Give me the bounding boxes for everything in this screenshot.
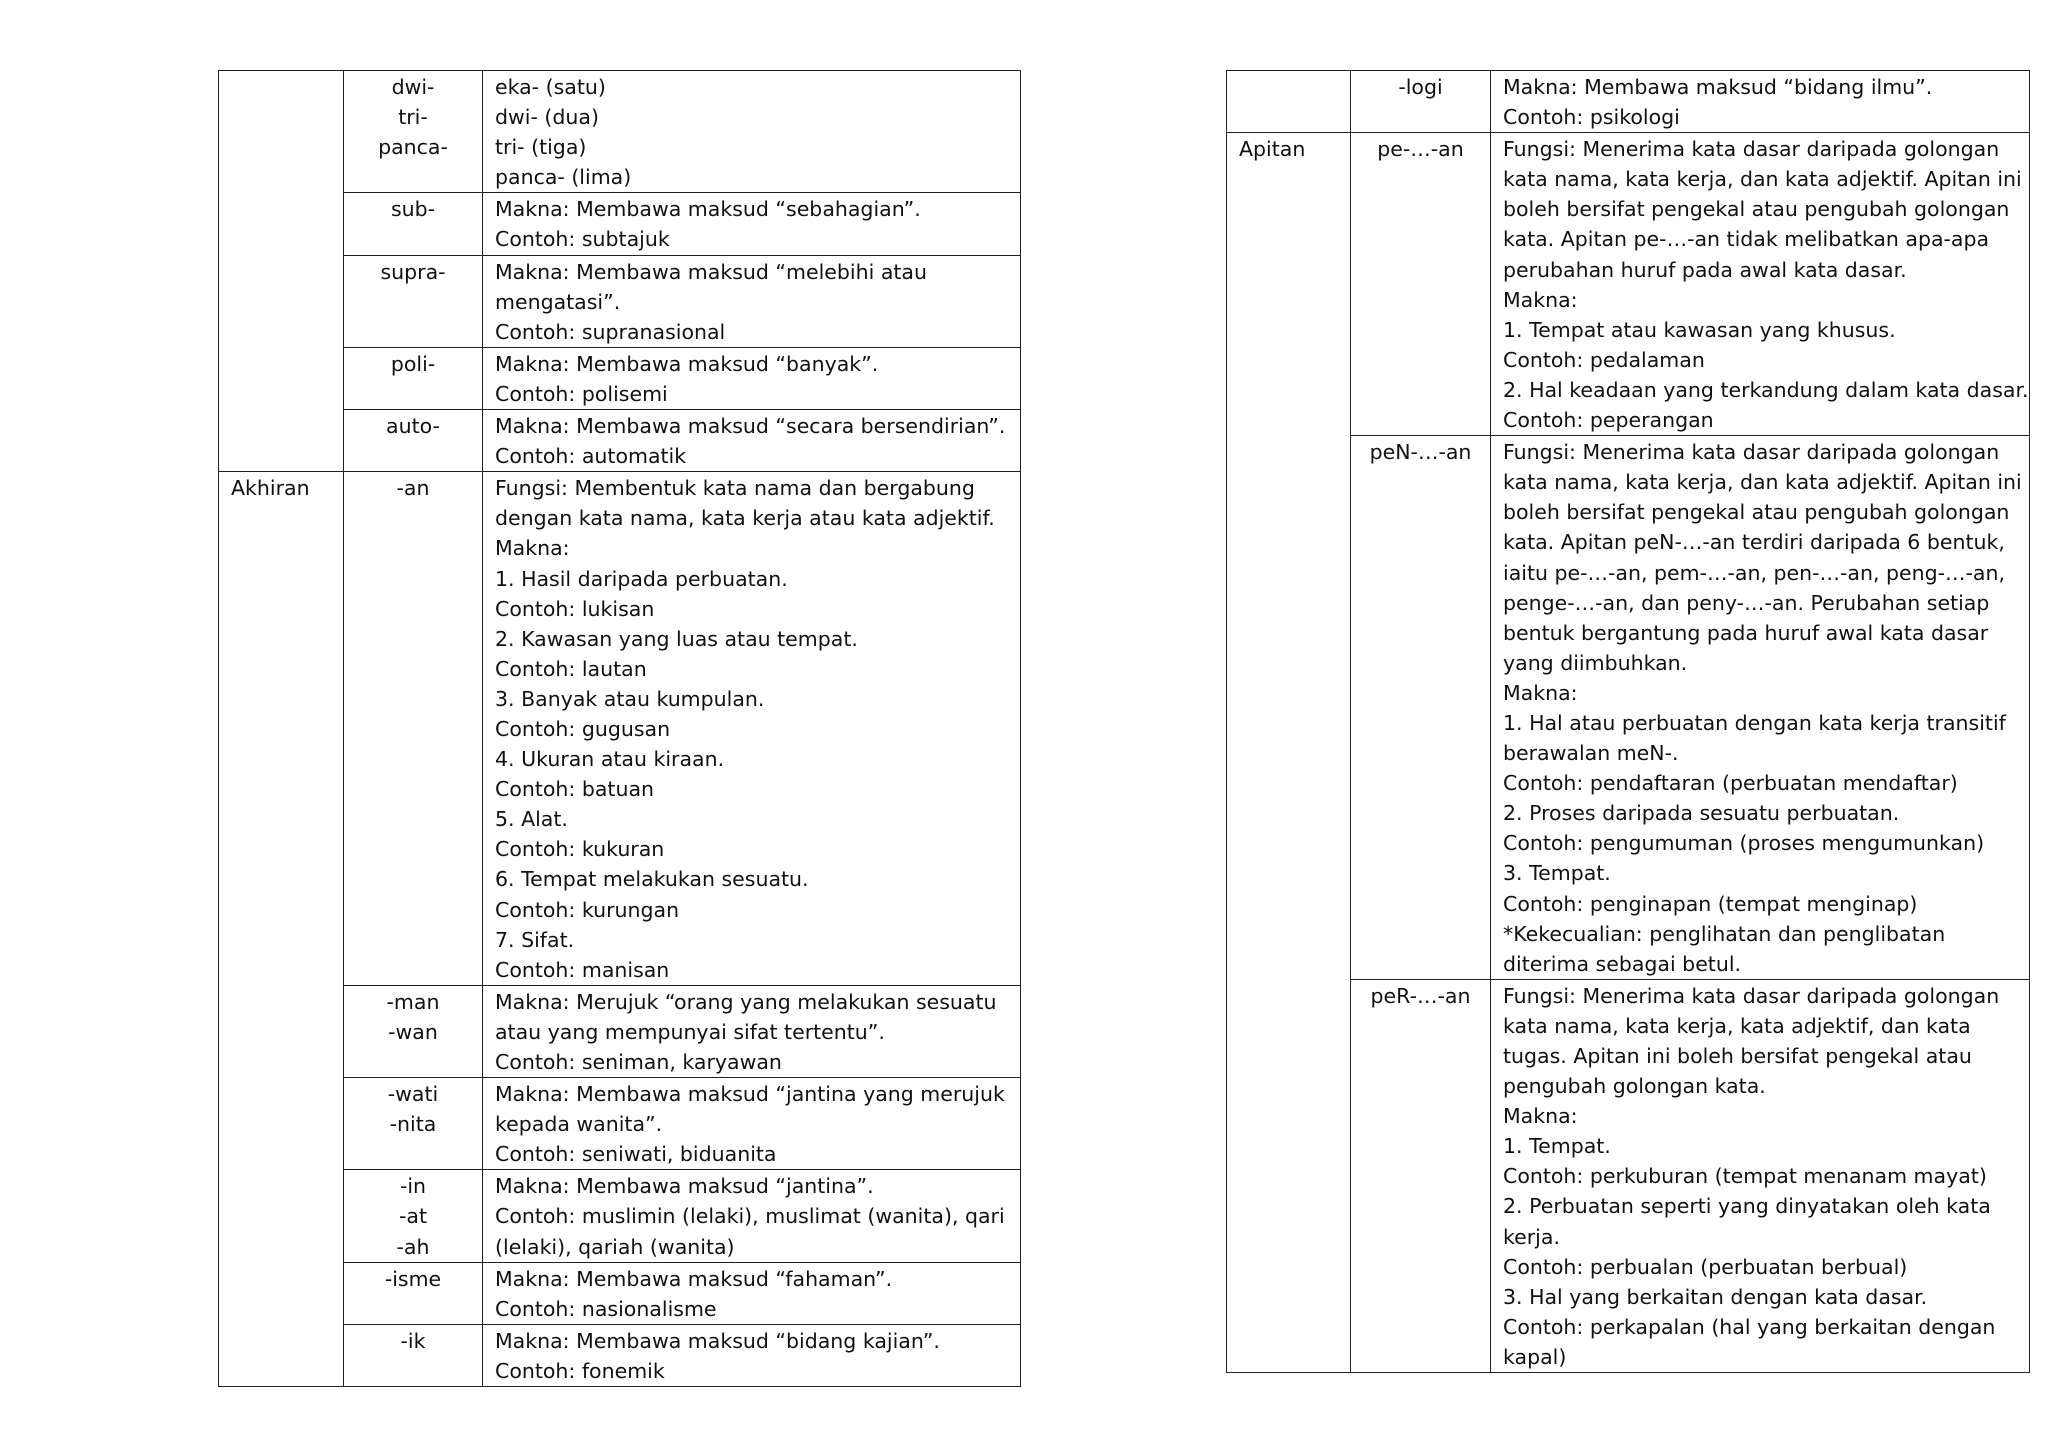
description-cell bbox=[483, 1262, 1021, 1324]
description-line: Contoh: seniwati, biduanita bbox=[495, 1142, 777, 1167]
description-line: tri- (tiga) bbox=[495, 135, 587, 160]
description-line: Contoh: gugusan bbox=[495, 716, 671, 741]
affix-cell bbox=[1351, 133, 1491, 436]
description-line: perubahan huruf pada awal kata dasar. bbox=[1503, 257, 1907, 282]
description-line: Fungsi: Menerima kata dasar daripada golongan bbox=[1503, 440, 2000, 465]
affix-label: auto- bbox=[386, 414, 440, 439]
affix-cell bbox=[344, 255, 483, 347]
affix-cell bbox=[344, 193, 483, 255]
description-line: Fungsi: Menerima kata dasar daripada golongan bbox=[1503, 983, 2000, 1008]
description-line: 3. Hal yang berkaitan dengan kata dasar. bbox=[1503, 1284, 1928, 1309]
description-line: 1. Hasil daripada perbuatan. bbox=[495, 566, 788, 591]
description-line: Fungsi: Menerima kata dasar daripada golongan bbox=[1503, 137, 2000, 162]
description-line: Makna: Membawa maksud “sebahagian”. bbox=[495, 197, 921, 222]
description-line: boleh bersifat pengekal atau pengubah golongan bbox=[1503, 500, 2010, 525]
category-cell bbox=[1227, 133, 1351, 1373]
description-line: pengubah golongan kata. bbox=[1503, 1074, 1766, 1099]
description-line: Contoh: pedalaman bbox=[1503, 347, 1705, 372]
table-row bbox=[1227, 71, 2030, 133]
left-table-body bbox=[219, 71, 1021, 1387]
description-line: Contoh: muslimin (lelaki), muslimat (wanita), qari bbox=[495, 1204, 1005, 1229]
description-line: dengan kata nama, kata kerja atau kata adjektif. bbox=[495, 506, 995, 531]
description-line: 4. Ukuran atau kiraan. bbox=[495, 747, 725, 772]
description-line: panca- (lima) bbox=[495, 165, 632, 190]
description-line: Contoh: kukuran bbox=[495, 837, 665, 862]
description-cell bbox=[483, 410, 1021, 472]
affix-label: tri- bbox=[398, 105, 428, 130]
description-line: Makna: Merujuk “orang yang melakukan sesuatu bbox=[495, 989, 997, 1014]
description-line: diterima sebagai betul. bbox=[1503, 951, 1742, 976]
description-line: Contoh: kurungan bbox=[495, 897, 680, 922]
description-cell bbox=[483, 347, 1021, 409]
description-line: (lelaki), qariah (wanita) bbox=[495, 1234, 735, 1259]
description-line: eka- (satu) bbox=[495, 75, 606, 99]
table-row bbox=[219, 472, 1021, 986]
affix-cell bbox=[1351, 979, 1491, 1372]
description-line: kerja. bbox=[1503, 1224, 1560, 1249]
description-line: kata. Apitan peN-…-an terdiri daripada 6 bentuk, bbox=[1503, 530, 2005, 555]
description-line: iaitu pe-…-an, pem-…-an, pen-…-an, peng-…-an, bbox=[1503, 560, 2005, 585]
description-line: kata nama, kata kerja, dan kata adjektif. Apitan ini bbox=[1503, 167, 2022, 192]
description-cell bbox=[1491, 71, 2030, 133]
description-line: 2. Kawasan yang luas atau tempat. bbox=[495, 626, 858, 651]
affix-label: sub- bbox=[390, 197, 436, 222]
description-line: 1. Hal atau perbuatan dengan kata kerja transitif bbox=[1503, 710, 2006, 735]
description-line: Contoh: fonemik bbox=[495, 1358, 665, 1383]
description-line: Fungsi: Membentuk kata nama dan bergabung bbox=[495, 476, 975, 501]
category-cell bbox=[219, 472, 344, 1387]
description-cell bbox=[483, 71, 1021, 193]
description-line: bentuk bergantung pada huruf awal kata dasar bbox=[1503, 620, 1989, 645]
description-line: Contoh: seniman, karyawan bbox=[495, 1050, 782, 1074]
description-cell bbox=[1491, 133, 2030, 436]
description-line: Contoh: perkuburan (tempat menanam mayat) bbox=[1503, 1164, 1987, 1189]
affix-label: -ik bbox=[400, 1328, 426, 1353]
description-line: boleh bersifat pengekal atau pengubah golongan bbox=[1503, 197, 2010, 222]
description-line: kata. Apitan pe-…-an tidak melibatkan apa-apa bbox=[1503, 227, 1990, 252]
affix-cell bbox=[344, 1262, 483, 1324]
affix-label: -an bbox=[396, 476, 430, 501]
affix-cell bbox=[344, 1324, 483, 1386]
description-line: 6. Tempat melakukan sesuatu. bbox=[495, 867, 809, 892]
description-cell bbox=[483, 472, 1021, 986]
description-line: Contoh: perbualan (perbuatan berbual) bbox=[1503, 1254, 1908, 1279]
table-row bbox=[1227, 133, 2030, 436]
description-line: Contoh: pendaftaran (perbuatan mendaftar) bbox=[1503, 771, 1958, 796]
description-line: 2. Perbuatan seperti yang dinyatakan oleh kata bbox=[1503, 1194, 1991, 1219]
description-cell bbox=[483, 193, 1021, 255]
affix-label: -wan bbox=[388, 1019, 438, 1044]
description-line: 1. Tempat atau kawasan yang khusus. bbox=[1503, 317, 1896, 342]
description-line: 3. Banyak atau kumpulan. bbox=[495, 686, 765, 711]
description-line: Makna: bbox=[1503, 287, 1578, 312]
affix-label: supra- bbox=[380, 259, 446, 284]
description-line: Contoh: manisan bbox=[495, 957, 670, 982]
affix-label: pe-…-an bbox=[1377, 137, 1464, 162]
description-line: Contoh: subtajuk bbox=[495, 227, 670, 252]
description-line: Makna: bbox=[495, 536, 570, 561]
category-cell bbox=[219, 71, 344, 472]
description-line: yang diimbuhkan. bbox=[1503, 650, 1688, 675]
description-line: dwi- (dua) bbox=[495, 105, 599, 130]
affix-cell bbox=[344, 347, 483, 409]
description-cell bbox=[483, 255, 1021, 347]
description-line: Contoh: perkapalan (hal yang berkaitan dengan bbox=[1503, 1314, 1996, 1339]
description-line: Contoh: psikologi bbox=[1503, 105, 1680, 130]
affix-cell bbox=[344, 71, 483, 193]
table-row bbox=[219, 71, 1021, 193]
description-line: Contoh: polisemi bbox=[495, 381, 668, 406]
description-line: Contoh: batuan bbox=[495, 777, 655, 802]
description-line: 2. Proses daripada sesuatu perbuatan. bbox=[1503, 801, 1900, 826]
affix-label: dwi- bbox=[391, 75, 435, 99]
description-line: 5. Alat. bbox=[495, 807, 568, 832]
description-line: Makna: Membawa maksud “secara bersendirian”. bbox=[495, 414, 1006, 439]
affix-label: -man bbox=[386, 989, 440, 1014]
description-cell bbox=[483, 1170, 1021, 1262]
category-cell bbox=[1227, 71, 1351, 133]
description-line: Makna: bbox=[1503, 1104, 1578, 1129]
description-line: Makna: Membawa maksud “melebihi atau bbox=[495, 259, 927, 284]
affix-cell bbox=[344, 472, 483, 986]
description-line: *Kekecualian: penglihatan dan penglibatan bbox=[1503, 921, 1946, 946]
affix-cell bbox=[344, 410, 483, 472]
affix-label: peR-…-an bbox=[1370, 983, 1471, 1008]
description-cell bbox=[1491, 436, 2030, 980]
description-line: Contoh: pengumuman (proses mengumunkan) bbox=[1503, 831, 1985, 856]
left-affix-table bbox=[218, 70, 1021, 1387]
category-label bbox=[1239, 72, 1350, 102]
description-line: Contoh: automatik bbox=[495, 444, 687, 469]
description-line: Contoh: peperangan bbox=[1503, 408, 1714, 433]
description-cell bbox=[483, 985, 1021, 1077]
right-table-body bbox=[1227, 71, 2030, 1373]
category-label: Akhiran bbox=[231, 476, 310, 501]
description-cell bbox=[483, 1078, 1021, 1170]
category-label: Apitan bbox=[1239, 137, 1306, 162]
description-line: berawalan meN-. bbox=[1503, 741, 1679, 766]
affix-cell bbox=[1351, 436, 1491, 980]
affix-label: poli- bbox=[390, 351, 436, 376]
affix-label: -nita bbox=[389, 1112, 437, 1137]
description-line: Makna: bbox=[1503, 680, 1578, 705]
description-line: Makna: Membawa maksud “banyak”. bbox=[495, 351, 879, 376]
affix-label: -in bbox=[399, 1174, 427, 1199]
description-line: Makna: Membawa maksud “bidang kajian”. bbox=[495, 1328, 940, 1353]
affix-label: -isme bbox=[384, 1266, 442, 1291]
description-cell bbox=[483, 1324, 1021, 1386]
description-line: atau yang mempunyai sifat tertentu”. bbox=[495, 1019, 885, 1044]
description-line: Makna: Membawa maksud “fahaman”. bbox=[495, 1266, 893, 1291]
affix-label: -logi bbox=[1398, 75, 1443, 99]
description-line: kata nama, kata kerja, dan kata adjektif. Apitan ini bbox=[1503, 470, 2022, 495]
affix-cell bbox=[344, 985, 483, 1077]
description-line: kata nama, kata kerja, kata adjektif, dan kata bbox=[1503, 1013, 1971, 1038]
description-line: Makna: Membawa maksud “jantina yang merujuk bbox=[495, 1082, 1005, 1107]
affix-label: -wati bbox=[387, 1082, 439, 1107]
description-line: kepada wanita”. bbox=[495, 1112, 663, 1137]
right-affix-table bbox=[1226, 70, 2030, 1373]
affix-label: -ah bbox=[396, 1234, 430, 1259]
affix-cell bbox=[344, 1170, 483, 1262]
category-label bbox=[231, 72, 343, 102]
affix-label: -at bbox=[399, 1204, 427, 1229]
affix-cell bbox=[1351, 71, 1491, 133]
description-line: 3. Tempat. bbox=[1503, 861, 1611, 886]
description-line: Contoh: lautan bbox=[495, 656, 647, 681]
description-line: 1. Tempat. bbox=[1503, 1134, 1611, 1159]
description-line: kapal) bbox=[1503, 1344, 1567, 1369]
affix-cell bbox=[344, 1078, 483, 1170]
description-line: tugas. Apitan ini boleh bersifat pengekal atau bbox=[1503, 1044, 1972, 1068]
description-line: Contoh: nasionalisme bbox=[495, 1296, 717, 1321]
description-line: Contoh: lukisan bbox=[495, 596, 655, 621]
affix-label: panca- bbox=[378, 135, 448, 160]
description-cell bbox=[1491, 979, 2030, 1372]
description-line: Contoh: supranasional bbox=[495, 319, 726, 344]
description-line: 2. Hal keadaan yang terkandung dalam kata dasar. bbox=[1503, 377, 2029, 402]
description-line: Makna: Membawa maksud “jantina”. bbox=[495, 1174, 874, 1199]
description-line: Makna: Membawa maksud “bidang ilmu”. bbox=[1503, 75, 1933, 99]
affix-label: peN-…-an bbox=[1369, 440, 1472, 465]
description-line: mengatasi”. bbox=[495, 289, 621, 314]
description-line: penge-…-an, dan peny-…-an. Perubahan setiap bbox=[1503, 590, 1990, 615]
description-line: 7. Sifat. bbox=[495, 927, 575, 952]
description-line: Contoh: penginapan (tempat menginap) bbox=[1503, 891, 1918, 916]
